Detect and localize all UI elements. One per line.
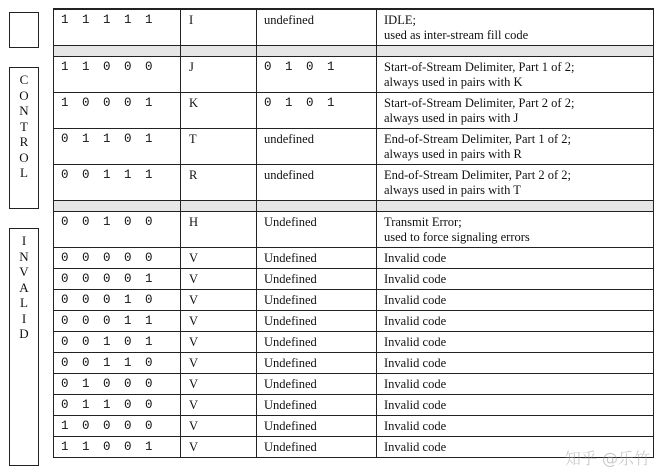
description-cell <box>377 269 654 290</box>
symbol-cell: V <box>181 269 257 290</box>
separator-row <box>54 46 654 57</box>
pattern-cell: undefined <box>257 10 377 46</box>
pattern-cell: Undefined <box>257 269 377 290</box>
separator-row <box>54 201 654 212</box>
description-cell <box>377 212 654 248</box>
description-line-1: Invalid code <box>384 440 447 454</box>
symbol-cell: V <box>181 332 257 353</box>
description-line-2: used to force signaling errors <box>384 230 530 244</box>
symbol-cell: V <box>181 311 257 332</box>
separator-cell <box>54 201 181 212</box>
code-cell: 0 0 0 0 0 <box>54 248 181 269</box>
separator-cell <box>377 46 654 57</box>
description-line-2: used as inter-stream fill code <box>384 28 529 42</box>
description-line-1: Invalid code <box>384 398 447 412</box>
table-row <box>54 248 654 269</box>
table-row <box>54 212 654 248</box>
pattern-cell: Undefined <box>257 353 377 374</box>
separator-cell <box>257 201 377 212</box>
table-row <box>54 290 654 311</box>
description-line-1: Invalid code <box>384 314 447 328</box>
separator-cell <box>377 201 654 212</box>
pattern-cell: 0 1 0 1 <box>257 57 377 93</box>
pattern-cell: Undefined <box>257 395 377 416</box>
separator-cell <box>54 46 181 57</box>
group-letter: R <box>19 134 29 149</box>
table-row <box>54 129 654 165</box>
symbol-cell: V <box>181 290 257 311</box>
description-cell <box>377 374 654 395</box>
table-row <box>54 165 654 201</box>
pattern-cell: Undefined <box>257 416 377 437</box>
description-line-1: Start-of-Stream Delimiter, Part 1 of 2; <box>384 60 575 74</box>
description-cell <box>377 332 654 353</box>
symbol-cell: H <box>181 212 257 248</box>
group-letter: N <box>19 103 29 118</box>
symbol-cell: V <box>181 374 257 395</box>
table-row <box>54 353 654 374</box>
description-cell <box>377 395 654 416</box>
code-cell: 0 0 0 0 1 <box>54 269 181 290</box>
group-letter: A <box>19 279 29 295</box>
pattern-cell: Undefined <box>257 311 377 332</box>
code-cell: 1 0 0 0 0 <box>54 416 181 437</box>
description-line-2: always used in pairs with K <box>384 75 523 89</box>
pattern-cell: Undefined <box>257 437 377 458</box>
description-cell <box>377 416 654 437</box>
group-letter: L <box>20 295 28 310</box>
group-box-control <box>9 67 39 209</box>
code-cell: 0 0 1 0 1 <box>54 332 181 353</box>
description-cell <box>377 93 654 129</box>
description-line-1: Invalid code <box>384 272 447 286</box>
group-letter: T <box>20 118 28 134</box>
code-cell: 0 0 1 0 0 <box>54 212 181 248</box>
table-row <box>54 374 654 395</box>
code-cell: 0 1 1 0 0 <box>54 395 181 416</box>
description-line-1: Invalid code <box>384 377 447 391</box>
pattern-cell: undefined <box>257 129 377 165</box>
code-cell: 1 1 1 1 1 <box>54 10 181 46</box>
table-row <box>54 311 654 332</box>
separator-cell <box>181 201 257 212</box>
pattern-cell: Undefined <box>257 212 377 248</box>
symbol-cell: J <box>181 57 257 93</box>
description-cell <box>377 57 654 93</box>
description-line-1: End-of-Stream Delimiter, Part 2 of 2; <box>384 168 571 182</box>
code-cell: 0 0 1 1 0 <box>54 353 181 374</box>
symbol-cell: V <box>181 437 257 458</box>
description-cell <box>377 10 654 46</box>
table-row <box>54 57 654 93</box>
symbol-cell: R <box>181 165 257 201</box>
description-cell <box>377 129 654 165</box>
pattern-cell: Undefined <box>257 290 377 311</box>
table-row <box>54 269 654 290</box>
group-letter: I <box>21 310 27 326</box>
group-letter: I <box>21 233 27 248</box>
code-cell: 1 1 0 0 1 <box>54 437 181 458</box>
table-row <box>54 437 654 458</box>
description-line-1: Transmit Error; <box>384 215 462 229</box>
code-cell: 0 1 0 0 0 <box>54 374 181 395</box>
description-line-1: Invalid code <box>384 419 447 433</box>
group-box-invalid <box>9 228 39 466</box>
description-line-2: always used in pairs with J <box>384 111 519 125</box>
table-row <box>54 93 654 129</box>
group-letter: V <box>19 264 29 279</box>
group-box-blank <box>9 12 39 48</box>
symbol-cell: V <box>181 248 257 269</box>
table-row <box>54 10 654 46</box>
description-cell <box>377 248 654 269</box>
symbol-cell: V <box>181 353 257 374</box>
pattern-cell: Undefined <box>257 374 377 395</box>
group-letter: O <box>19 87 29 103</box>
pattern-cell: 0 1 0 1 <box>257 93 377 129</box>
pattern-cell: Undefined <box>257 248 377 269</box>
description-line-1: Invalid code <box>384 293 447 307</box>
code-cell: 0 0 0 1 0 <box>54 290 181 311</box>
code-cell: 1 1 0 0 0 <box>54 57 181 93</box>
separator-cell <box>181 46 257 57</box>
symbol-cell: I <box>181 10 257 46</box>
description-line-1: Invalid code <box>384 335 447 349</box>
pattern-cell: Undefined <box>257 332 377 353</box>
symbol-cell: T <box>181 129 257 165</box>
symbol-cell: V <box>181 416 257 437</box>
table-row <box>54 416 654 437</box>
symbol-cell: K <box>181 93 257 129</box>
code-cell: 0 0 0 1 1 <box>54 311 181 332</box>
symbol-cell: V <box>181 395 257 416</box>
description-cell <box>377 290 654 311</box>
code-cell: 0 1 1 0 1 <box>54 129 181 165</box>
group-letter: C <box>19 72 29 87</box>
description-cell <box>377 311 654 332</box>
table-row <box>54 395 654 416</box>
group-label-control <box>19 68 28 181</box>
description-line-2: always used in pairs with R <box>384 147 522 161</box>
group-letter: L <box>20 165 28 180</box>
description-line-1: Start-of-Stream Delimiter, Part 2 of 2; <box>384 96 575 110</box>
separator-cell <box>257 46 377 57</box>
code-cell: 0 0 1 1 1 <box>54 165 181 201</box>
description-line-1: Invalid code <box>384 356 447 370</box>
description-cell <box>377 165 654 201</box>
code-cell: 1 0 0 0 1 <box>54 93 181 129</box>
description-line-1: IDLE; <box>384 13 416 27</box>
description-line-2: always used in pairs with T <box>384 183 521 197</box>
pattern-cell: undefined <box>257 165 377 201</box>
watermark: 知乎 @乐竹 <box>564 449 650 468</box>
description-cell <box>377 353 654 374</box>
description-line-1: Invalid code <box>384 251 447 265</box>
code-group-table <box>53 8 654 458</box>
description-line-1: End-of-Stream Delimiter, Part 1 of 2; <box>384 132 571 146</box>
group-label-invalid <box>19 229 28 342</box>
table-row <box>54 332 654 353</box>
group-letter: D <box>19 326 29 341</box>
group-letter: O <box>19 149 29 165</box>
group-letter: N <box>19 248 29 264</box>
